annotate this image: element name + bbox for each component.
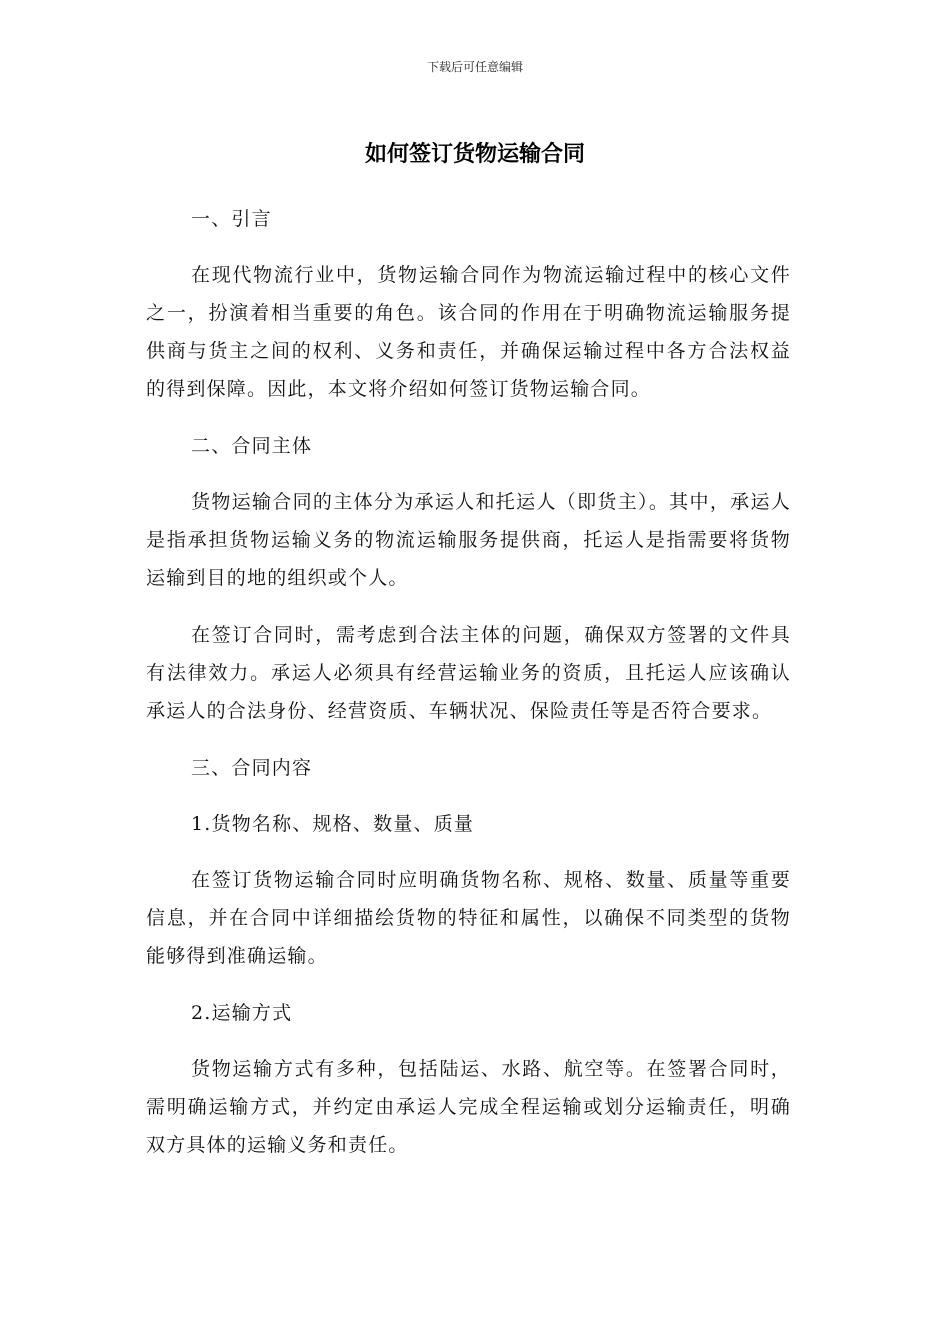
- paragraph-transport: 货物运输方式有多种，包括陆运、水路、航空等。在签署合同时，需明确运输方式，并约定由承运人完成全程运输或划分运输责任，明确双方具体的运输义务和责任。: [146, 1058, 791, 1156]
- section-heading-content: 三、合同内容: [191, 757, 313, 779]
- header-note: 下载后可任意编辑: [426, 60, 523, 74]
- paragraph-parties-1: 货物运输合同的主体分为承运人和托运人（即货主）。其中，承运人是指承担货物运输义务的物流运输服务提供商，托运人是指需要将货物运输到目的地的组织或个人。: [146, 491, 791, 589]
- paragraph-intro: 在现代物流行业中，货物运输合同作为物流运输过程中的核心文件之一，扮演着相当重要的角色。该合同的作用在于明确物流运输服务提供商与货主之间的权利、义务和责任，并确保运输过程中各方合法权益的得到保障。因此，本文将介绍如何签订货物运输合同。: [146, 264, 791, 400]
- subsection-heading-transport: 2.运输方式: [191, 1002, 293, 1024]
- section-heading-intro: 一、引言: [191, 208, 272, 230]
- paragraph-goods: 在签订货物运输合同时应明确货物名称、规格、数量、质量等重要信息，并在合同中详细描绘货物的特征和属性，以确保不同类型的货物能够得到准确运输。: [146, 869, 791, 967]
- section-heading-parties: 二、合同主体: [191, 435, 313, 457]
- document-body: [146, 200, 791, 1183]
- page-title: 如何签订货物运输合同: [364, 142, 585, 167]
- paragraph-parties-2: 在签订合同时，需考虑到合法主体的问题，确保双方签署的文件具有法律效力。承运人必须具有经营运输业务的资质，且托运人应该确认承运人的合法身份、经营资质、车辆状况、保险责任等是否符合要求。: [146, 624, 791, 722]
- subsection-heading-goods: 1.货物名称、规格、数量、质量: [191, 813, 475, 835]
